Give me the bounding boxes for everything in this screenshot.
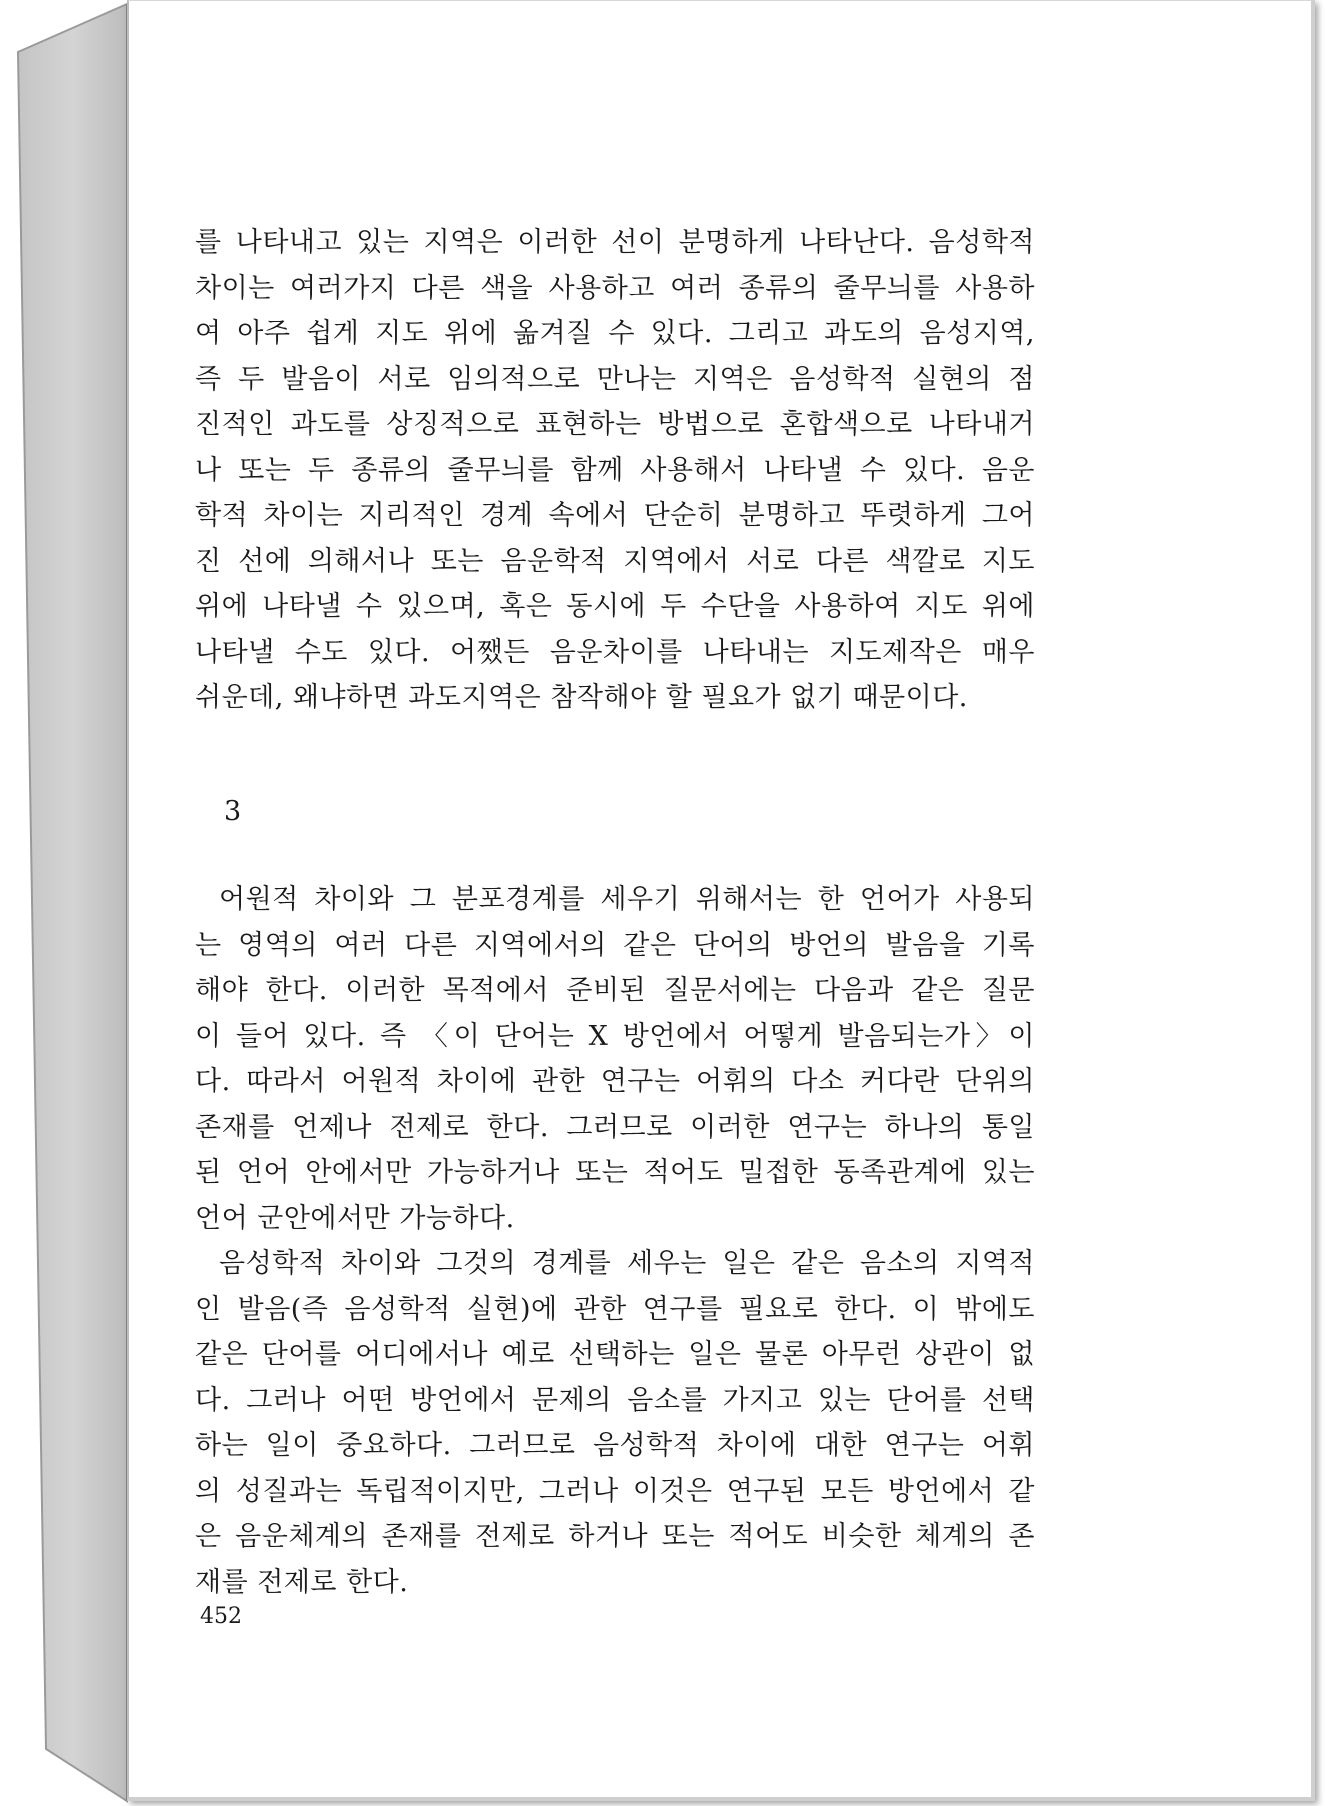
- paragraph-3-line: 인 발음(즉 음성학적 실현)에 관한 연구를 필요로 한다. 이 밖에도: [195, 1293, 1035, 1325]
- paragraph-1-line: 여 아주 쉽게 지도 위에 옮겨질 수 있다. 그리고 과도의 음성지역,: [195, 318, 1035, 349]
- paragraph-1: [195, 220, 1035, 721]
- paragraph-2-line: 이 들어 있다. 즉 〈이 단어는 X 방언에서 어떻게 발음되는가〉이: [195, 1020, 1035, 1052]
- paragraph-2-line: 된 언어 안에서만 가능하거나 또는 적어도 밀접한 동족관계에 있는: [195, 1157, 1035, 1188]
- page-number: 452: [200, 1604, 242, 1629]
- paragraph-1-line: 진적인 과도를 상징적으로 표현하는 방법으로 혼합색으로 나타내거: [195, 409, 1035, 440]
- paragraph-2-line: 어원적 차이와 그 분포경계를 세우기 위해서는 한 언어가 사용되: [219, 884, 1035, 915]
- paragraph-3-line: 다. 그러나 어떤 방언에서 문제의 음소를 가지고 있는 단어를 선택: [195, 1384, 1035, 1416]
- section-number: 3: [224, 796, 242, 827]
- paragraph-3-line: 하는 일이 중요하다. 그러므로 음성학적 차이에 대한 연구는 어휘: [195, 1430, 1035, 1461]
- paragraph-1-line: 위에 나타낼 수 있으며, 혹은 동시에 두 수단을 사용하여 지도 위에: [195, 591, 1035, 622]
- paragraph-1-line: 즉 두 발음이 서로 임의적으로 만나는 지역은 음성학적 실현의 점: [195, 363, 1035, 395]
- paragraph-1-line: 쉬운데, 왜냐하면 과도지역은 참작해야 할 필요가 없기 때문이다.: [195, 682, 968, 713]
- paragraph-2-line: 다. 따라서 어원적 차이에 관한 연구는 어휘의 다소 커다란 단위의: [195, 1066, 1035, 1097]
- paragraph-1-line: 를 나타내고 있는 지역은 이러한 선이 분명하게 나타난다. 음성학적: [195, 227, 1035, 258]
- paragraph-2: [195, 877, 1035, 1241]
- paragraph-2-line: 존재를 언제나 전제로 한다. 그러므로 이러한 연구는 하나의 통일: [195, 1111, 1035, 1143]
- paragraph-1-line: 나 또는 두 종류의 줄무늬를 함께 사용해서 나타낼 수 있다. 음운: [195, 454, 1035, 486]
- paragraph-2-line: 언어 군안에서만 가능하다.: [195, 1202, 515, 1234]
- paragraph-3-line: 은 음운체계의 존재를 전제로 하거나 또는 적어도 비슷한 체계의 존: [195, 1521, 1035, 1552]
- paragraph-1-line: 학적 차이는 지리적인 경계 속에서 단순히 분명하고 뚜렷하게 그어: [195, 500, 1035, 531]
- paragraph-1-line: 차이는 여러가지 다른 색을 사용하고 여러 종류의 줄무늬를 사용하: [195, 272, 1035, 304]
- paragraph-3-line: 같은 단어를 어디에서나 예로 선택하는 일은 물론 아무런 상관이 없: [195, 1339, 1035, 1370]
- paragraph-1-line: 나타낼 수도 있다. 어쨌든 음운차이를 나타내는 지도제작은 매우: [195, 636, 1035, 668]
- paragraph-3: [195, 1241, 1035, 1605]
- book-spine-face: [18, 4, 127, 1801]
- paragraph-2-line: 는 영역의 여러 다른 지역에서의 같은 단어의 방언의 발음을 기록: [195, 929, 1035, 961]
- paragraph-2-line: 해야 한다. 이러한 목적에서 준비된 질문서에는 다음과 같은 질문: [195, 975, 1035, 1006]
- paragraph-3-line: 의 성질과는 독립적이지만, 그러나 이것은 연구된 모든 방언에서 같: [195, 1475, 1035, 1507]
- paragraph-3-line: 재를 전제로 한다.: [195, 1566, 409, 1598]
- paragraph-3-line: 음성학적 차이와 그것의 경계를 세우는 일은 같은 음소의 지역적: [219, 1248, 1035, 1279]
- paragraph-1-line: 진 선에 의해서나 또는 음운학적 지역에서 서로 다른 색깔로 지도: [195, 545, 1035, 577]
